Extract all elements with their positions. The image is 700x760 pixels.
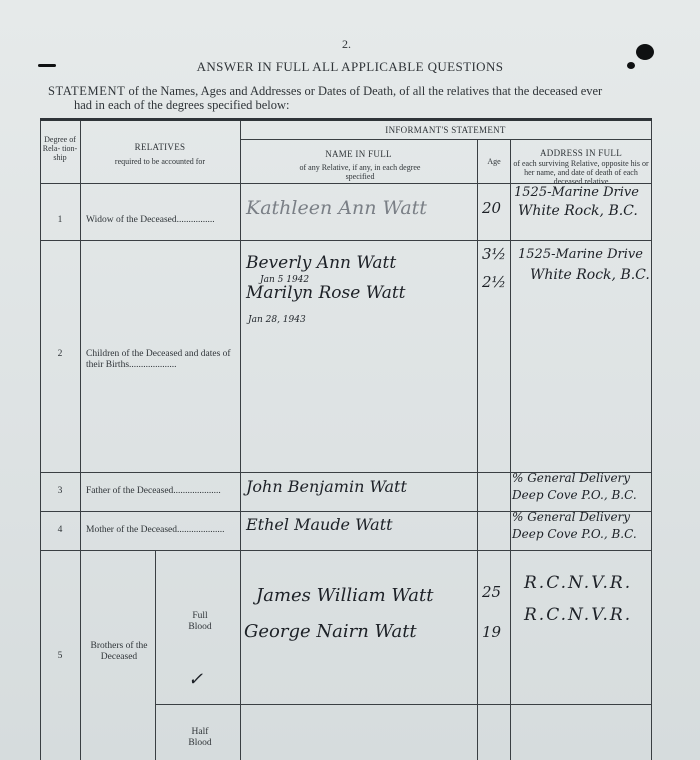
row-5-check-mark: ✓ <box>188 669 204 689</box>
row-1-number: 1 <box>57 215 63 225</box>
row-4-address-line2: Deep Cove P.O., B.C. <box>512 527 637 541</box>
row-2-number: 2 <box>57 349 63 359</box>
header-relatives-sub: required to be accounted for <box>114 157 206 166</box>
row-4-relative: Mother of the Deceased.................... <box>86 525 225 535</box>
row-1-age: 20 <box>482 199 502 217</box>
row-1-name: Kathleen Ann Watt <box>246 197 427 219</box>
header-name: NAME IN FULL <box>325 149 392 159</box>
statement-lead: STATEMENT <box>48 84 126 98</box>
row-5-number: 5 <box>57 651 63 661</box>
row-5-full-blood: Full Blood <box>188 611 212 632</box>
row-5-relative: Brothers of the Deceased <box>90 641 148 662</box>
row-5-brother-2-address: R.C.N.V.R. <box>524 605 633 625</box>
statement-line2: had in each of the degrees specified below: <box>74 98 290 112</box>
row-5-brother-2-name: George Nairn Watt <box>244 621 417 642</box>
row-5-brother-1-address: R.C.N.V.R. <box>524 573 633 593</box>
row-2-child-2-name: Marilyn Rose Watt <box>246 283 406 303</box>
row-1-address-line2: White Rock, B.C. <box>518 203 638 219</box>
row-5-brother-1-age: 25 <box>482 583 502 601</box>
ink-blot <box>636 44 654 60</box>
row-2-child-2-birth: Jan 28, 1943 <box>248 315 306 325</box>
row-3-address-line1: % General Delivery <box>512 471 631 485</box>
page-heading: ANSWER IN FULL ALL APPLICABLE QUESTIONS <box>196 59 504 74</box>
row-5-brother-2-age: 19 <box>482 623 502 641</box>
header-relatives: RELATIVES <box>134 142 186 152</box>
row-2-relative: Children of the Deceased and dates of their Births.................... <box>86 349 231 370</box>
header-informant: INFORMANT'S STATEMENT <box>385 125 506 135</box>
header-degree: Degree of Rela- tion- ship <box>42 135 78 162</box>
row-5-half-blood: Half Blood <box>188 727 212 748</box>
statement-text <box>48 84 658 112</box>
row-2-child-1-name: Beverly Ann Watt <box>246 253 397 273</box>
header-name-sub: of any Relative, if any, in each degree specified <box>299 163 421 181</box>
row-1-relative: Widow of the Deceased................ <box>86 215 215 225</box>
header-address-sub: of each surviving Relative, opposite his or her name, and date of death of each deceased relative <box>513 159 649 186</box>
row-4-number: 4 <box>57 525 63 535</box>
row-1-address-line1: 1525-Marine Drive <box>514 185 639 200</box>
row-3-name: John Benjamin Watt <box>246 477 407 496</box>
row-5-brother-1-name: James William Watt <box>256 585 434 606</box>
row-3-number: 3 <box>57 486 63 496</box>
page-number: 2. <box>342 37 351 51</box>
row-2-child-1-age: 3½ <box>482 245 507 263</box>
row-4-name: Ethel Maude Watt <box>246 515 393 534</box>
row-2-child-1-birth: Jan 5 1942 <box>260 275 310 285</box>
relatives-table <box>40 121 652 760</box>
row-2-child-2-age: 2½ <box>482 273 507 291</box>
row-2-address-line2: White Rock, B.C. <box>530 267 650 283</box>
row-3-relative: Father of the Deceased.................... <box>86 486 221 496</box>
header-age: Age <box>487 157 501 166</box>
row-2-address-line1: 1525-Marine Drive <box>518 247 643 262</box>
row-4-address-line1: % General Delivery <box>512 510 631 524</box>
statement-line1: of the Names, Ages and Addresses or Dates of Death, of all the relatives that the deceased ever <box>128 84 603 98</box>
header-address: ADDRESS IN FULL <box>539 148 622 158</box>
row-3-address-line2: Deep Cove P.O., B.C. <box>512 488 637 502</box>
